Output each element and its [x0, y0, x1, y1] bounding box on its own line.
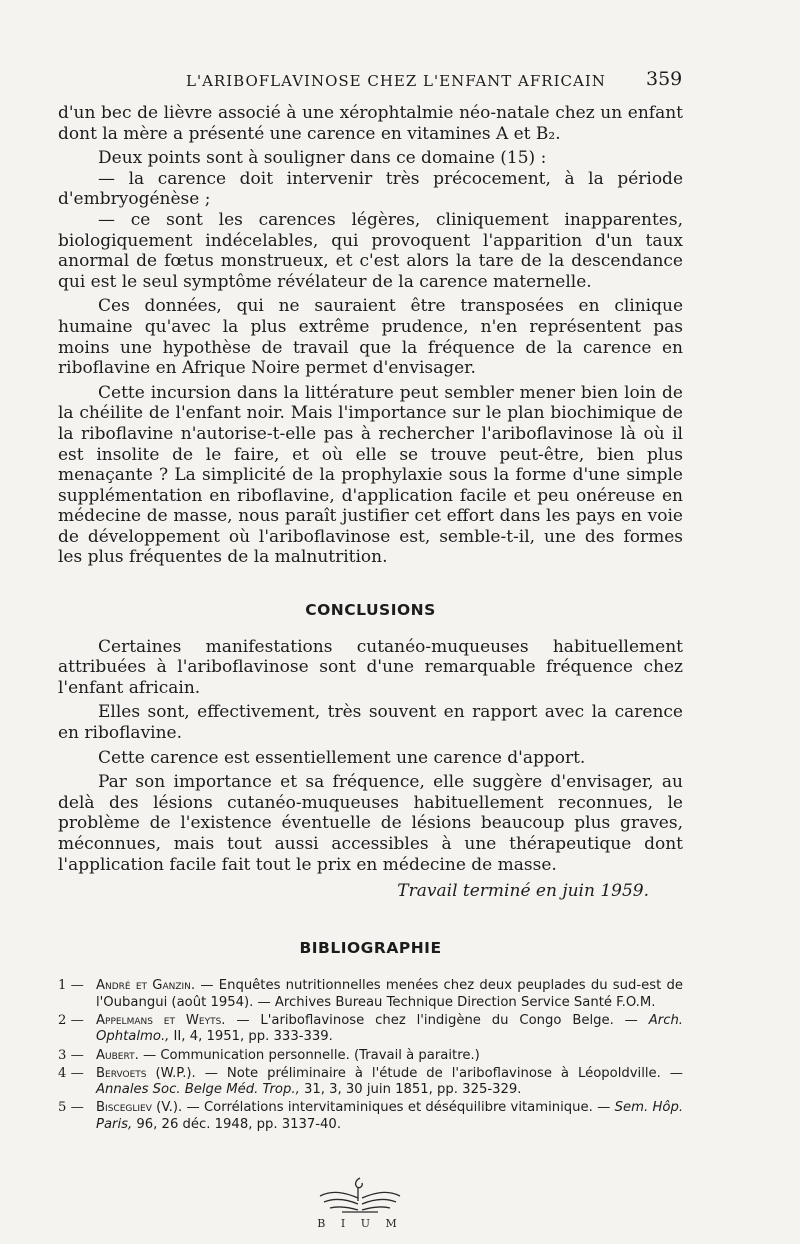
reference-item	[58, 978, 683, 1011]
paragraph: Par son importance et sa fréquence, elle suggère d'envisager, au delà des lésions cutanéo-muqueuses habituellement reconnues, le problème de l'existence éventuelle de lésions beaucoup plus graves, méconnues, mais tout aussi accessibles à une thérapeutique dont l'application facile fait tout le prix en médecine de masse.	[58, 772, 683, 875]
bibliography-heading: BIBLIOGRAPHIE	[299, 938, 442, 957]
reference-text: — L'ariboflavinose chez l'indigène du Congo Belge. —	[236, 1012, 638, 1028]
paragraph: Ces données, qui ne sauraient être transposées en clinique humaine qu'avec la plus extrême prudence, n'en représentent pas moins une hypothèse de travail que la fréquence de la carence en riboflavine en Afrique Noire permet d'envisager.	[58, 296, 683, 379]
conclusions-heading: CONCLUSIONS	[305, 601, 436, 620]
page-number: 359	[646, 68, 683, 90]
reference-item	[58, 1100, 683, 1133]
reference-number: 1	[58, 978, 67, 994]
article-body	[58, 103, 683, 1135]
list-item: — la carence doit intervenir très précocement, à la période d'embryogénèse ;	[58, 168, 683, 210]
reference-details: II, 4, 1951, pp. 333-339.	[173, 1029, 333, 1045]
reference-item	[58, 1066, 683, 1099]
reference-list	[58, 978, 683, 1133]
reference-journal: Annales Soc. Belge Méd. Trop.,	[96, 1082, 300, 1098]
paragraph: Elles sont, effectivement, très souvent en rapport avec la carence en riboflavine.	[58, 702, 683, 744]
reference-author: Biscegliev (V.).	[96, 1100, 183, 1116]
reference-journal: Arch. Ophtalmo.,	[96, 1012, 683, 1045]
reference-number: 3	[58, 1047, 67, 1063]
reference-number: 2	[58, 1012, 67, 1028]
reference-dash: —	[70, 1047, 84, 1063]
paragraph: Cette incursion dans la littérature peut sembler mener bien loin de la chéilite de l'enfant noir. Mais l'importance sur le plan biochimique de la riboflavine n'autorise-t-elle pas à rechercher l'ariboflavinose là où il est insolite de le faire, et où elle se trouve peut-être, bien plus menaçante ? La simplicité de la prophylaxie sous la forme d'une simple supplémentation en riboflavine, d'application facile et peu onéreuse en médecine de masse, nous paraît justifier cet effort dans les pays en voie de développement où l'ariboflavinose est, semble-t-il, une des formes les plus fréquentes de la malnutrition.	[58, 382, 683, 568]
signoff: Travail terminé en juin 1959.	[397, 881, 649, 902]
reference-dash: —	[70, 978, 84, 994]
reference-text: — Enquêtes nutritionnelles menées chez deux peuplades du sud-est de l'Oubangui (août 1954). — Archives Bureau Technique Direction Service Santé F.O.M.	[96, 978, 683, 1010]
reference-details: 96, 26 déc. 1948, pp. 3137-40.	[136, 1116, 342, 1132]
reference-dash: —	[70, 1065, 84, 1081]
reference-author: Bervoets (W.P.).	[96, 1065, 196, 1081]
reference-author: Appelmans et Weyts.	[96, 1012, 226, 1028]
reference-dash: —	[70, 1012, 84, 1028]
reference-journal: Sem. Hôp. Paris,	[96, 1100, 684, 1132]
paragraph: Deux points sont à souligner dans ce domaine (15) :	[98, 148, 547, 169]
bium-letters: B I U M	[317, 1217, 403, 1230]
bium-emblem-icon	[312, 1174, 408, 1232]
paragraph: Certaines manifestations cutanéo-muqueuses habituellement attribuées à l'ariboflavinose sont d'une remarquable fréquence chez l'enfant africain.	[58, 636, 683, 698]
bium-logo	[312, 1174, 408, 1232]
reference-details: 31, 3, 30 juin 1851, pp. 325-329.	[303, 1082, 522, 1098]
reference-author: Aubert.	[96, 1047, 139, 1063]
reference-text: — Corrélations intervitaminiques et déséquilibre vitaminique. —	[186, 1100, 611, 1116]
list-item: — ce sont les carences légères, cliniquement inapparentes, biologiquement indécelables, qui provoquent l'apparition d'un taux anormal de fœtus monstrueux, et c'est alors la tare de la descendance qui est le seul symptôme révélateur de la carence maternelle.	[58, 209, 683, 292]
paragraph: Cette carence est essentiellement une carence d'apport.	[98, 747, 586, 768]
running-title: L'ARIBOFLAVINOSE CHEZ L'ENFANT AFRICAIN	[186, 72, 606, 90]
reference-number: 4	[58, 1065, 67, 1081]
reference-text: — Communication personnelle. (Travail à paraitre.)	[142, 1047, 480, 1063]
reference-number: 5	[58, 1100, 67, 1116]
reference-item	[58, 1048, 683, 1064]
page-header	[0, 66, 800, 96]
reference-item	[58, 1013, 683, 1046]
reference-text: — Note préliminaire à l'étude de l'ariboflavinose à Léopoldville. —	[204, 1065, 683, 1081]
paragraph: d'un bec de lièvre associé à une xérophtalmie néo-natale chez un enfant dont la mère a présenté une carence en vitamines A et B₂.	[58, 103, 683, 144]
reference-dash: —	[70, 1100, 84, 1116]
reference-author: André et Ganzin.	[96, 978, 196, 994]
